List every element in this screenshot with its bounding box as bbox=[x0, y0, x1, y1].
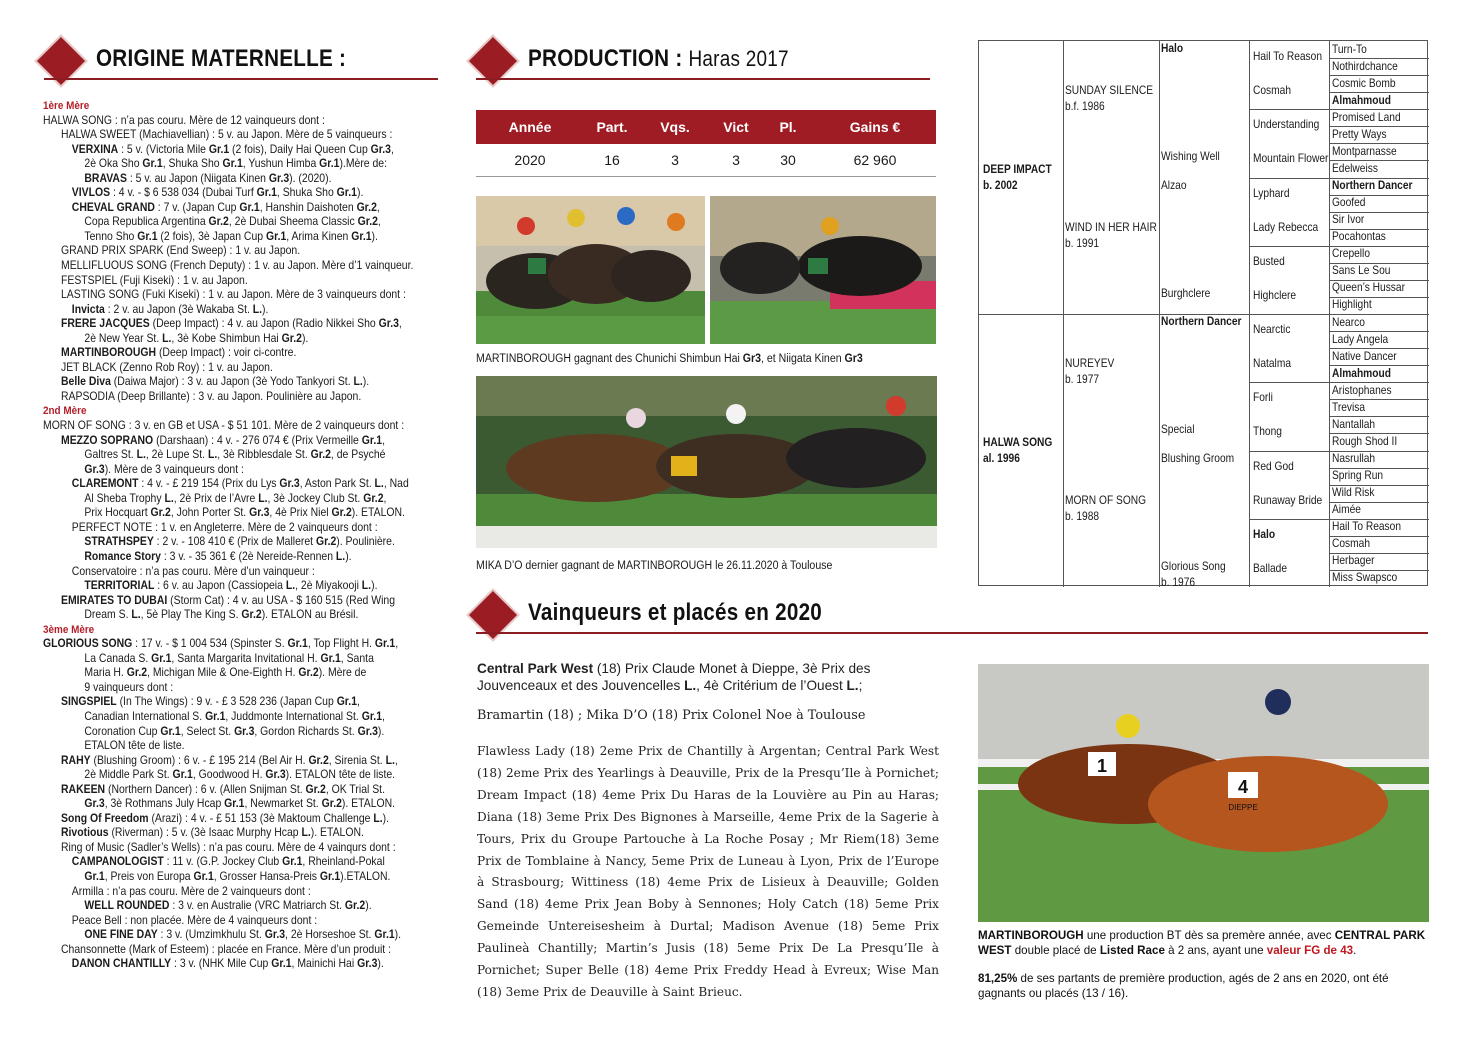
pedigree-gen4: Forli bbox=[1253, 391, 1273, 405]
maternal-line: MARTINBOROUGH (Deep Impact) : voir ci-contre. bbox=[61, 346, 297, 360]
maternal-line: Dream S. L., 5è Play The King S. Gr.2). ETALON au Brésil. bbox=[84, 608, 359, 622]
table-row bbox=[476, 144, 936, 176]
race-photo-3 bbox=[476, 376, 937, 548]
production-header bbox=[476, 40, 930, 80]
pedigree-gen5: Turn-To bbox=[1332, 42, 1367, 56]
maternal-line: DANON CHANTILLY : 3 v. (NHK Mile Cup Gr.1, Mainichi Hai Gr.3). bbox=[71, 957, 384, 971]
race-photo-1 bbox=[476, 196, 705, 344]
pedigree-line bbox=[1329, 109, 1429, 110]
pedigree-line bbox=[1329, 451, 1429, 452]
col-places: Pl. bbox=[762, 110, 814, 144]
pedigree-gen5: Miss Swapsco bbox=[1332, 571, 1398, 585]
pedigree-gen4: Lyphard bbox=[1253, 186, 1290, 200]
maternal-line: JET BLACK (Zenno Rob Roy) : 1 v. au Japon. bbox=[61, 360, 273, 374]
pedigree-gen4: Lady Rebecca bbox=[1253, 220, 1319, 234]
cell-year: 2020 bbox=[476, 144, 584, 176]
pedigree-line bbox=[1329, 297, 1429, 298]
pedigree-gen5: Trevisa bbox=[1332, 400, 1366, 414]
pedigree-gen5: Aristophanes bbox=[1332, 383, 1392, 397]
cell-winners: 3 bbox=[640, 144, 710, 176]
maternal-line: RAHY (Blushing Groom) : 6 v. - £ 195 214 (Bel Air H. Gr.2, Sirenia St. L., bbox=[61, 753, 398, 767]
pedigree-gen3: Northern Dancer bbox=[1161, 315, 1242, 329]
production-table bbox=[476, 110, 936, 177]
pedigree-gen5: Cosmah bbox=[1332, 537, 1370, 551]
pedigree-gen4: Thong bbox=[1253, 425, 1282, 439]
maternal-line: HALWA SWEET (Machiavellian) : 5 v. au Japon. Mère de 5 vainqueurs : bbox=[61, 128, 393, 142]
maternal-line: Copa Republica Argentina Gr.2, 2è Dubai Sheema Classic Gr.2, bbox=[84, 215, 381, 229]
pedigree-gen2: NUREYEV b. 1977 bbox=[1065, 357, 1115, 387]
pedigree-gen4: Understanding bbox=[1253, 118, 1320, 132]
pedigree-line bbox=[1063, 41, 1064, 587]
maternal-line: Armilla : n’a pas couru. Mère de 2 vainqueurs dont : bbox=[71, 884, 311, 898]
maternal-line: ONE FINE DAY : 3 v. (Umzimkhulu St. Gr.3, 2è Horseshoe St. Gr.1). bbox=[84, 928, 402, 942]
pedigree-line bbox=[1329, 416, 1429, 417]
pedigree-chart bbox=[978, 40, 1428, 589]
maternal-line: Conservatoire : n’a pas couru. Mère d’un vainqueur : bbox=[71, 564, 315, 578]
pedigree-line bbox=[1329, 570, 1429, 571]
dam-heading: 2nd Mère bbox=[43, 405, 87, 418]
pedigree-gen4: Halo bbox=[1253, 527, 1276, 541]
pedigree-gen2: MORN OF SONG b. 1988 bbox=[1065, 493, 1147, 523]
pedigree-gen3: Halo bbox=[1161, 42, 1184, 56]
pedigree-line bbox=[1329, 468, 1429, 469]
stats-caption: 81,25% de ses partants de première production, agés de 2 ans en 2020, ont été gagnants ou placés (13 / 16). bbox=[978, 972, 1389, 1000]
pedigree-line bbox=[1329, 160, 1429, 161]
pedigree-gen4: Natalma bbox=[1253, 357, 1291, 371]
maternal-line: CAMPANOLOGIST : 11 v. (G.P. Jockey Club Gr.1, Rheinland-Pokal bbox=[71, 855, 385, 869]
maternal-line: CLAREMONT : 4 v. - £ 219 154 (Prix du Lys Gr.3, Aston Park St. L., Nad bbox=[71, 477, 409, 491]
sire-name: DEEP IMPACT b. 2002 bbox=[983, 162, 1052, 192]
winners-title: Vainqueurs et placés en 2020 bbox=[528, 599, 823, 626]
pedigree-gen5: Aimée bbox=[1332, 503, 1361, 517]
pedigree-gen5: Sans Le Sou bbox=[1332, 264, 1391, 278]
pedigree-gen5: Lady Angela bbox=[1332, 332, 1389, 346]
col-earnings: Gains € bbox=[814, 110, 936, 144]
maternal-line: FRERE JACQUES (Deep Impact) : 4 v. au Japon (Radio Nikkei Sho Gr.3, bbox=[61, 317, 402, 331]
maternal-text bbox=[43, 99, 443, 972]
pedigree-line bbox=[1329, 399, 1429, 400]
maternal-line: Gr.3, 3è Rothmans July Hcap Gr.1, Newmarket St. Gr.2). ETALON. bbox=[84, 797, 396, 811]
winners-paragraph-3: Flawless Lady (18) 2eme Prix de Chantilly à Argentan; Central Park West (18) 2eme Prix des Yearlings à Deauville, Prix de la Presqu’Ile à Pornichet; Dream Impact (18) 4eme Prix Du Haras de la Louvière au Pin au Haras; Diana (18) 3eme Prix Des Bignones à Marseille, 4eme Prix de la Sagerie à Tours, Prix du Groupe Partouche à La Roche Posay ; Mr Riem(18) 3eme Prix de Tomblaine à Nancy, 5eme Prix de Luneau à Lyon, Prix de l’Europe à Strasbourg; Wittiness (18) 4eme Prix de Lisieux à Deauville; Golden Sand (18) 4eme Prix Jean Boby à Sennones; Holy Catch (18) 5eme Prix Gemeinde Untereisesheim à Durtal; Madison Avenue (18) 5eme Prix Paulineà Chantilly; Martin’s Jusis (18) 5eme Prix De La Presqu’Ile à Pornichet; Super Belle (18) 4eme Prix Freddy Head à Evreux; Wise Man (18) 3eme Prix de Deauville à Saint Brieuc. bbox=[477, 744, 939, 999]
dam-heading: 3ème Mère bbox=[43, 623, 95, 636]
cell-places: 30 bbox=[762, 144, 814, 176]
pedigree-line bbox=[1329, 536, 1429, 537]
pedigree-line bbox=[1329, 178, 1429, 179]
pedigree-line bbox=[1329, 75, 1429, 76]
pedigree-gen4: Cosmah bbox=[1253, 84, 1291, 98]
maternal-line: MORN OF SONG : 3 v. en GB et USA - $ 51 101. Mère de 2 vainqueurs dont : bbox=[43, 419, 405, 433]
maternal-line: 2è Middle Park St. Gr.1, Goodwood H. Gr.3). ETALON tête de liste. bbox=[84, 768, 396, 782]
maternal-line: GLORIOUS SONG : 17 v. - $ 1 004 534 (Spinster S. Gr.1, Top Flight H. Gr.1, bbox=[43, 637, 399, 651]
pedigree-line bbox=[1329, 126, 1429, 127]
pedigree-line bbox=[1329, 348, 1429, 349]
pedigree-gen5: Nantallah bbox=[1332, 417, 1376, 431]
pedigree-gen4: Mountain Flower bbox=[1253, 152, 1329, 166]
maternal-line: Rivotious (Riverman) : 5 v. (3è Isaac Murphy Hcap L.). ETALON. bbox=[61, 826, 364, 840]
pedigree-gen5: Crepello bbox=[1332, 247, 1371, 261]
header-rule bbox=[44, 78, 438, 80]
pedigree-gen3: Burghclere bbox=[1161, 286, 1211, 300]
pedigree-gen5: Almahmoud bbox=[1332, 366, 1391, 380]
maternal-line: RAKEEN (Northern Dancer) : 6 v. (Allen Snijman St. Gr.2, OK Trial St. bbox=[61, 782, 385, 796]
maternal-line: Ring of Music (Sadler’s Wells) : n’a pas couru. Mère de 4 vainqurs dont : bbox=[61, 840, 396, 854]
pedigree-gen5: Sir Ivor bbox=[1332, 213, 1365, 227]
maternal-line: HALWA SONG : n’a pas couru. Mère de 12 vainqueurs dont : bbox=[43, 113, 325, 127]
pedigree-gen5: Spring Run bbox=[1332, 469, 1384, 483]
pedigree-gen5: Herbager bbox=[1332, 554, 1375, 568]
pedigree-gen5: Highlight bbox=[1332, 298, 1372, 312]
header-rule bbox=[476, 632, 1428, 634]
pedigree-line bbox=[1329, 331, 1429, 332]
col-winners: Vqs. bbox=[640, 110, 710, 144]
pedigree-line bbox=[1329, 229, 1429, 230]
maternal-line: Romance Story : 3 v. - 35 361 € (2è Nereide-Rennen L.). bbox=[84, 549, 352, 563]
col-runners: Part. bbox=[584, 110, 640, 144]
pedigree-line bbox=[1329, 92, 1429, 93]
maternal-line: GRAND PRIX SPARK (End Sweep) : 1 v. au Japon. bbox=[61, 244, 301, 258]
maternal-line: 2è Oka Sho Gr.1, Shuka Sho Gr.1, Yushun Himba Gr.1).Mère de: bbox=[84, 157, 388, 171]
maternal-line: WELL ROUNDED : 3 v. en Australie (VRC Matriarch St. Gr.2). bbox=[84, 899, 372, 913]
pedigree-gen4: Runaway Bride bbox=[1253, 493, 1323, 507]
maternal-line: Peace Bell : non placée. Mère de 4 vainqueurs dont : bbox=[71, 913, 318, 927]
pedigree-gen4: Busted bbox=[1253, 254, 1285, 268]
pedigree-line bbox=[1329, 263, 1429, 264]
maternal-line: Gr.3). Mère de 3 vainqueurs dont : bbox=[84, 462, 244, 476]
dam-heading: 1ère Mère bbox=[43, 100, 90, 112]
pedigree-line bbox=[1329, 433, 1429, 434]
pedigree-gen5: Northern Dancer bbox=[1332, 179, 1413, 192]
pedigree-gen5: Cosmic Bomb bbox=[1332, 76, 1396, 90]
pedigree-gen5: Pocahontas bbox=[1332, 230, 1386, 244]
maternal-line: LASTING SONG (Fuki Kiseki) : 1 v. au Japon. Mère de 3 vainqueurs dont : bbox=[61, 288, 406, 302]
maternal-line: Chansonnette (Mark of Esteem) : placée en France. Mère d’un produit : bbox=[61, 942, 392, 956]
pedigree-gen3: Special bbox=[1161, 423, 1195, 437]
saddlecloth-sponsor: DIEPPE bbox=[1228, 803, 1258, 812]
winners-header bbox=[476, 594, 1428, 634]
pedigree-gen4: Red God bbox=[1253, 459, 1294, 473]
maternal-line: Prix Hocquart Gr.2, John Porter St. Gr.3, 4è Prix Niel Gr.2). ETALON. bbox=[84, 506, 405, 520]
pedigree-gen5: Promised Land bbox=[1332, 110, 1401, 124]
pedigree-gen4: Hail To Reason bbox=[1253, 50, 1323, 64]
pedigree-gen3: Blushing Groom bbox=[1161, 451, 1235, 465]
maternal-line: MELLIFLUOUS SONG (French Deputy) : 1 v. au Japon. Mère d’1 vainqueur. bbox=[61, 259, 414, 273]
pedigree-gen3: Glorious Song b. 1976 bbox=[1161, 559, 1226, 589]
winners-text bbox=[477, 660, 939, 1004]
header-rule bbox=[476, 78, 930, 80]
pedigree-gen5: Native Dancer bbox=[1332, 349, 1397, 363]
pedigree-gen5: Nothirdchance bbox=[1332, 59, 1398, 73]
pedigree-line bbox=[1329, 519, 1429, 520]
maternal-line: TERRITORIAL : 6 v. au Japon (Cassiopeia L., 2è Miyakooji L.). bbox=[84, 579, 378, 593]
pedigree-gen5: Nearco bbox=[1332, 315, 1365, 329]
dam-name: HALWA SONG al. 1996 bbox=[983, 435, 1053, 465]
maternal-line: ETALON tête de liste. bbox=[84, 739, 185, 753]
pedigree-line bbox=[1329, 365, 1429, 366]
winner-photo bbox=[978, 664, 1429, 922]
maternal-line: RAPSODIA (Deep Brillante) : 3 v. au Japon. Poulinière au Japon. bbox=[61, 389, 362, 403]
maternal-line: Canadian International S. Gr.1, Juddmonte International St. Gr.1, bbox=[84, 709, 385, 723]
pedigree-line bbox=[1329, 212, 1429, 213]
maternal-line: SINGSPIEL (In The Wings) : 9 v. - £ 3 528 236 (Japan Cup Gr.1, bbox=[61, 695, 360, 709]
col-wins: Vict bbox=[710, 110, 762, 144]
pedigree-gen4: Highclere bbox=[1253, 288, 1297, 302]
cell-wins: 3 bbox=[710, 144, 762, 176]
cell-runners: 16 bbox=[584, 144, 640, 176]
maternal-line: MEZZO SOPRANO (Darshaan) : 4 v. - 276 074 € (Prix Vermeille Gr.1, bbox=[61, 433, 385, 447]
maternal-line: Invicta : 2 v. au Japon (3è Wakaba St. L.). bbox=[71, 302, 269, 316]
production-title: PRODUCTION : Haras 2017 bbox=[528, 45, 789, 72]
pedigree-gen2: WIND IN HER HAIR b. 1991 bbox=[1065, 220, 1157, 250]
pedigree-gen3: Alzao bbox=[1161, 178, 1187, 192]
maternal-line: Tenno Sho Gr.1 (2 fois), 3è Japan Cup Gr.1, Arima Kinen Gr.1). bbox=[84, 229, 378, 243]
pedigree-line bbox=[1329, 195, 1429, 196]
maternal-line: CHEVAL GRAND : 7 v. (Japan Cup Gr.1, Hanshin Daishoten Gr.2, bbox=[71, 200, 380, 214]
maternal-line: Belle Diva (Daiwa Major) : 3 v. au Japon (3è Yodo Tankyori St. L.). bbox=[61, 375, 370, 389]
maternal-line: EMIRATES TO DUBAI (Storm Cat) : 4 v. au USA - $ 160 515 (Red Wing bbox=[61, 593, 396, 607]
pedigree-line bbox=[1329, 502, 1429, 503]
col-year: Année bbox=[476, 110, 584, 144]
photo-caption-2: MIKA D’O dernier gagnant de MARTINBOROUGH le 26.11.2020 à Toulouse bbox=[476, 560, 833, 572]
saddlecloth-number-right: 4 bbox=[1237, 777, 1249, 797]
pedigree-line bbox=[1329, 246, 1429, 247]
maternal-line: VERXINA : 5 v. (Victoria Mile Gr.1 (2 fois), Daily Hai Queen Cup Gr.3, bbox=[71, 142, 394, 156]
maternal-line: Coronation Cup Gr.1, Select St. Gr.3, Gordon Richards St. Gr.3). bbox=[84, 724, 385, 738]
pedigree-gen5: Rough Shod II bbox=[1332, 434, 1398, 448]
maternal-line: PERFECT NOTE : 1 v. en Angleterre. Mère de 2 vainqueurs dont : bbox=[71, 520, 378, 534]
maternal-line: Gr.1, Preis von Europa Gr.1, Grosser Hansa-Preis Gr.1).ETALON. bbox=[84, 869, 391, 883]
maternal-line: VIVLOS : 4 v. - $ 6 538 034 (Dubai Turf Gr.1, Shuka Sho Gr.1). bbox=[71, 186, 364, 200]
pedigree-gen5: Hail To Reason bbox=[1332, 520, 1402, 534]
saddlecloth-number-left: 1 bbox=[1096, 756, 1108, 776]
maternal-line: 9 vainqueurs dont : bbox=[84, 680, 174, 694]
maternal-line: Song Of Freedom (Arazi) : 4 v. - £ 51 153 (3è Maktoum Challenge L.). bbox=[61, 811, 390, 825]
race-photo-2 bbox=[710, 196, 936, 344]
maternal-header bbox=[44, 40, 438, 80]
winners-paragraph-1: Central Park West (18) Prix Claude Monet à Dieppe, 3è Prix des Jouvenceaux et des Jouvencelles L., 4è Critérium de l’Ouest L.; bbox=[477, 661, 871, 693]
maternal-title: ORIGINE MATERNELLE : bbox=[96, 45, 347, 72]
pedigree-line bbox=[1329, 485, 1429, 486]
pedigree-line bbox=[1329, 58, 1429, 59]
pedigree-gen5: Almahmoud bbox=[1332, 93, 1391, 107]
pedigree-line bbox=[1329, 382, 1429, 383]
pedigree-gen3: Wishing Well bbox=[1161, 150, 1220, 164]
winner-caption: MARTINBOROUGH une production BT dès sa premère année, avec CENTRAL PARK WEST double placé de Listed Race à 2 ans, ayant une valeur FG de 43. bbox=[978, 929, 1426, 957]
pedigree-gen5: Queen’s Hussar bbox=[1332, 281, 1405, 295]
pedigree-gen5: Goofed bbox=[1332, 196, 1366, 210]
photo-caption-1: MARTINBOROUGH gagnant des Chunichi Shimbun Hai Gr3, et Niigata Kinen Gr3 bbox=[476, 353, 863, 365]
maternal-line: Al Sheba Trophy L., 2è Prix de l’Avre L., 3è Jockey Club St. Gr.2, bbox=[84, 491, 387, 505]
pedigree-line bbox=[1329, 280, 1429, 281]
maternal-line: STRATHSPEY : 2 v. - 108 410 € (Prix de Malleret Gr.2). Poulinière. bbox=[84, 535, 395, 549]
pedigree-gen5: Wild Risk bbox=[1332, 486, 1375, 500]
table-header-row bbox=[476, 110, 936, 144]
cell-earnings: 62 960 bbox=[814, 144, 936, 176]
maternal-line: 2è New Year St. L., 3è Kobe Shimbun Hai Gr.2). bbox=[84, 331, 309, 345]
pedigree-line bbox=[1329, 143, 1429, 144]
maternal-line: FESTSPIEL (Fuji Kiseki) : 1 v. au Japon. bbox=[61, 273, 248, 287]
pedigree-gen2: SUNDAY SILENCE b.f. 1986 bbox=[1065, 84, 1154, 114]
pedigree-gen4: Nearctic bbox=[1253, 323, 1291, 337]
maternal-line: Maria H. Gr.2, Michigan Mile & One-Eighth H. Gr.2). Mère de bbox=[84, 666, 367, 680]
maternal-line: BRAVAS : 5 v. au Japon (Niigata Kinen Gr.3). (2020). bbox=[84, 171, 332, 185]
winners-paragraph-2: Bramartin (18) ; Mika D’O (18) Prix Colonel Noe à Toulouse bbox=[477, 708, 866, 723]
pedigree-gen5: Montparnasse bbox=[1332, 144, 1397, 158]
pedigree-gen5: Pretty Ways bbox=[1332, 127, 1387, 141]
pedigree-gen5: Edelweiss bbox=[1332, 161, 1378, 175]
pedigree-gen4: Ballade bbox=[1253, 561, 1288, 575]
pedigree-line bbox=[1329, 314, 1429, 315]
pedigree-line bbox=[1159, 41, 1160, 587]
pedigree-gen5: Nasrullah bbox=[1332, 452, 1376, 465]
maternal-line: La Canada S. Gr.1, Santa Margarita Invitational H. Gr.1, Santa bbox=[84, 651, 374, 665]
pedigree-line bbox=[1329, 553, 1429, 554]
maternal-line: Galtres St. L., 2è Lupe St. L., 3è Ribblesdale St. Gr.2, de Psyché bbox=[84, 448, 386, 462]
